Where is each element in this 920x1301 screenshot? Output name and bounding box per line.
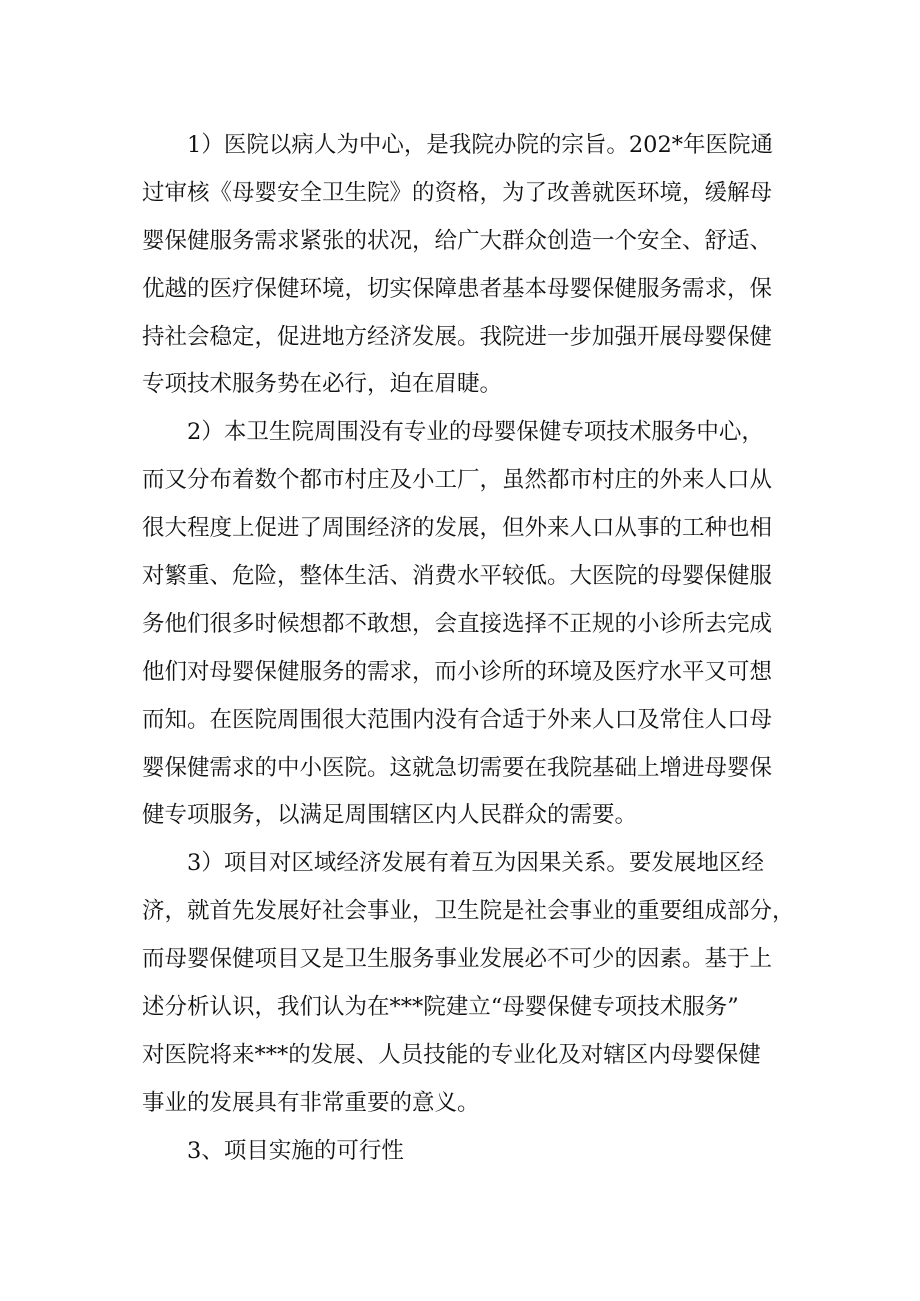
text-line: 对繁重、危险，整体生活、消费水平较低。大医院的母婴保健服 <box>142 563 773 590</box>
section-title: 3、项目实施的可行性 <box>187 1137 404 1164</box>
paragraph-2 <box>142 409 782 840</box>
text-line: 而又分布着数个都市村庄及小工厂，虽然都市村庄的外来人口从 <box>142 467 773 494</box>
text-line: 事业的发展具有非常重要的意义。 <box>142 1089 480 1116</box>
text-line: 务他们很多时候想都不敢想，会直接选择不正规的小诊所去完成 <box>142 610 773 637</box>
text-line: 优越的医疗保健环境，切实保障患者基本母婴保健服务需求，保 <box>142 275 773 302</box>
text-line: 而知。在医院周围很大范围内没有合适于外来人口及常住人口母 <box>142 706 773 733</box>
text-line: 3）项目对区域经济发展有着互为因果关系。要发展地区经 <box>187 850 764 877</box>
text-line: 2）本卫生院周围没有专业的母婴保健专项技术服务中心， <box>187 419 764 446</box>
text-line: 述分析认识，我们认为在***院建立“母婴保健专项技术服务” <box>142 994 739 1021</box>
text-line: 1）医院以病人为中心，是我院办院的宗旨。202*年医院通 <box>187 132 774 158</box>
paragraph-3 <box>142 840 795 1127</box>
text-line: 对医院将来***的发展、人员技能的专业化及对辖区内母婴保健 <box>142 1041 761 1068</box>
text-line: 很大程度上促进了周围经济的发展，但外来人口从事的工种也相 <box>142 515 773 542</box>
text-line: 而母婴保健项目又是卫生服务事业发展必不可少的因素。基于上 <box>142 946 773 973</box>
text-line: 婴保健服务需求紧张的状况，给广大群众创造一个安全、舒适、 <box>142 227 773 254</box>
paragraph-1 <box>142 122 782 409</box>
text-line: 健专项服务，以满足周围辖区内人民群众的需要。 <box>142 802 638 829</box>
text-line: 他们对母婴保健服务的需求，而小诊所的环境及医疗水平又可想 <box>142 658 773 685</box>
text-line: 济，就首先发展好社会事业，卫生院是社会事业的重要组成部分， <box>142 898 795 925</box>
section-heading <box>142 1128 782 1176</box>
text-line: 婴保健需求的中小医院。这就急切需要在我院基础上增进母婴保 <box>142 754 773 781</box>
document-body <box>142 122 795 1176</box>
text-line: 过审核《母婴安全卫生院》的资格，为了改善就医环境，缓解母 <box>142 179 773 206</box>
text-line: 专项技术服务势在必行，迫在眉睫。 <box>142 371 503 398</box>
text-line: 持社会稳定，促进地方经济发展。我院进一步加强开展母婴保健 <box>142 323 773 350</box>
